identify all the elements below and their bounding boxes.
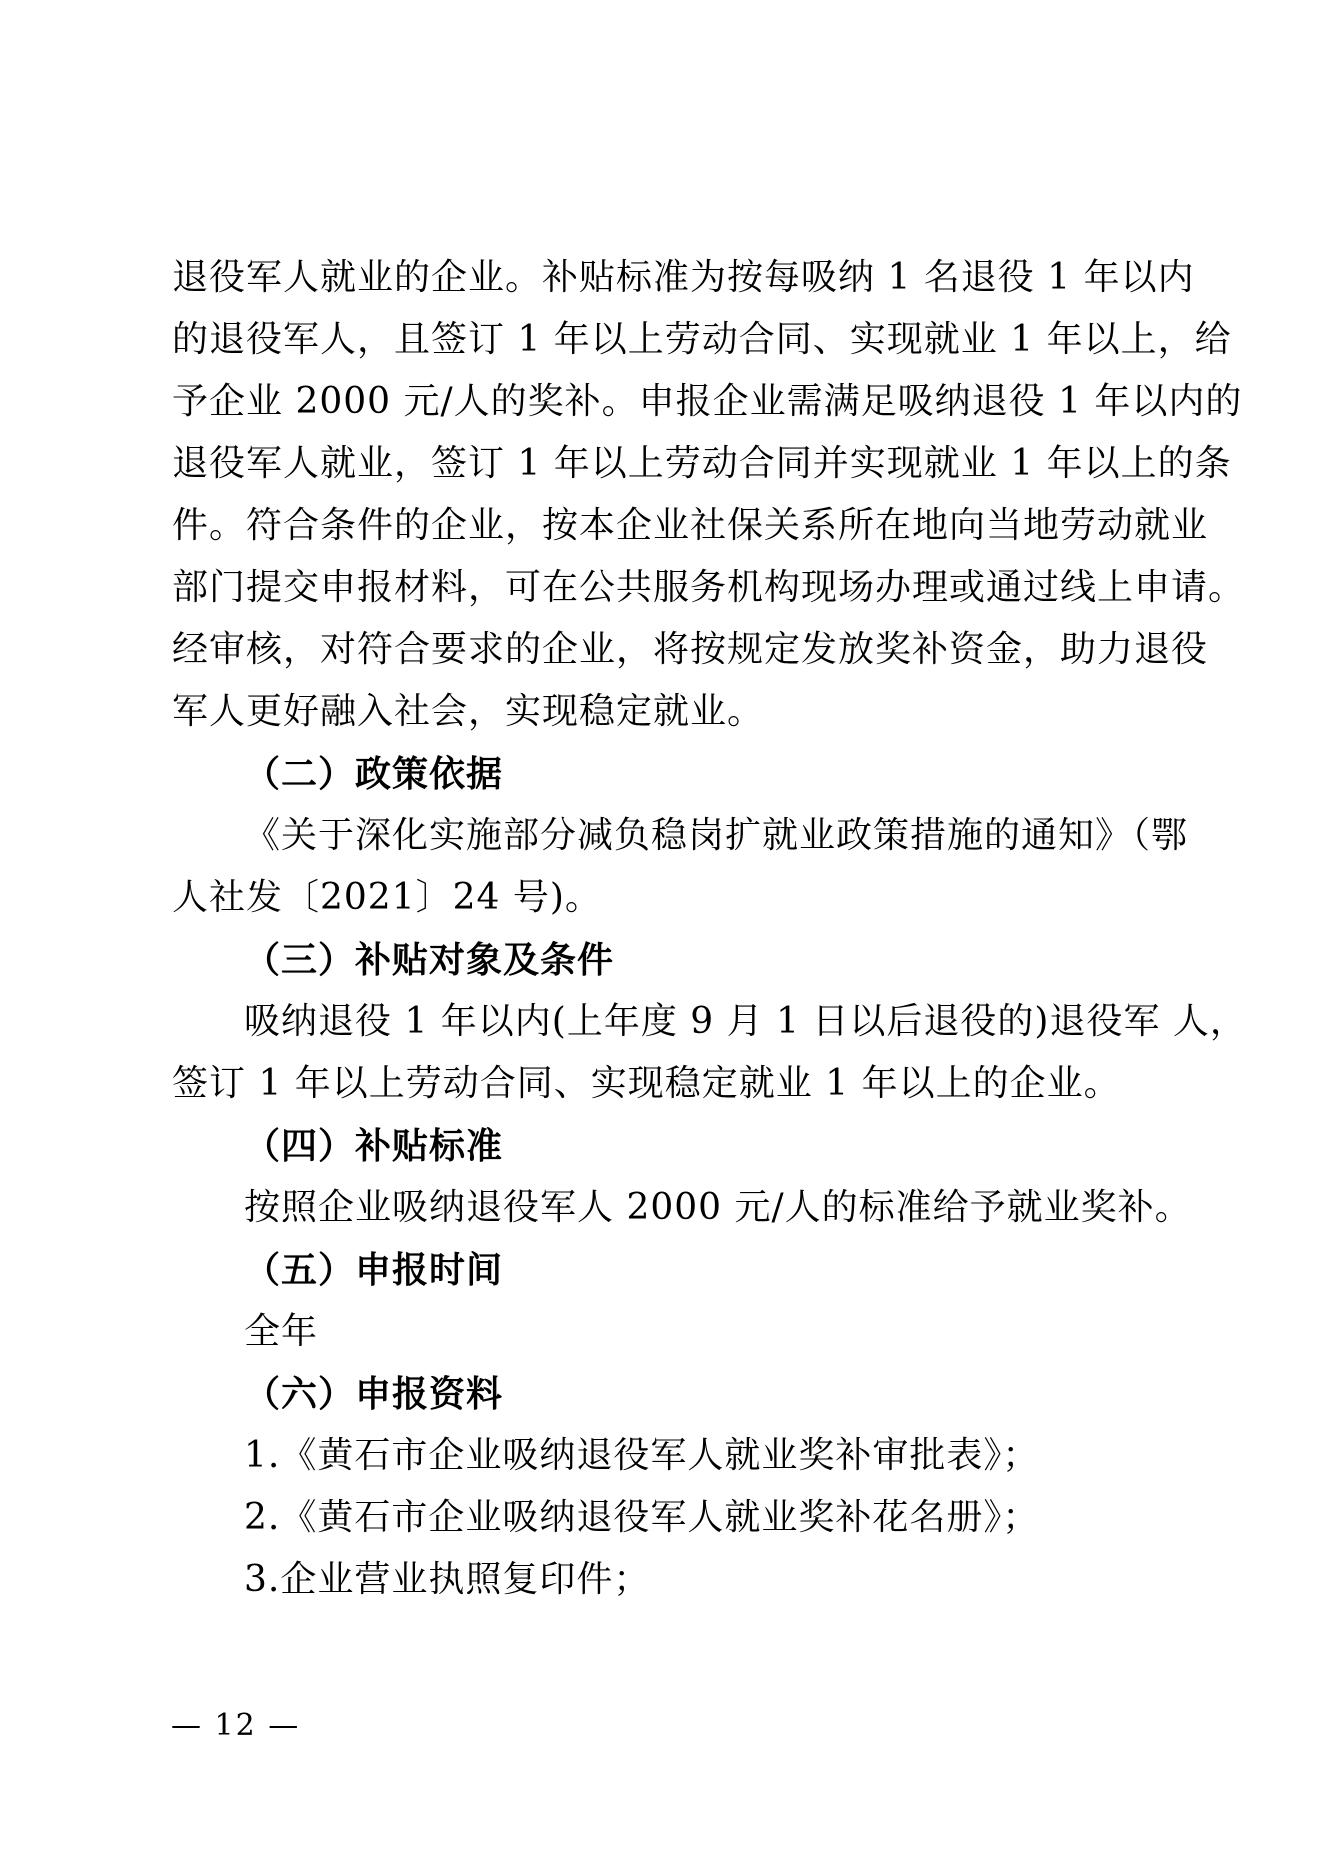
text-line: 予企业 2000 元/人的奖补。申报企业需满足吸纳退役 1 年以内的	[172, 381, 1243, 422]
document-body	[172, 247, 1247, 1611]
text-line: 人社发〔2021〕24 号)。	[172, 877, 602, 918]
text-line: 的退役军人，且签订 1 年以上劳动合同、实现就业 1 年以上，给	[172, 319, 1232, 360]
text-line: 件。符合条件的企业，按本企业社保关系所在地向当地劳动就业	[172, 505, 1209, 546]
list-item-2: 2.《黄石市企业吸纳退役军人就业奖补花名册》；	[244, 1497, 1040, 1538]
section-heading-6: （六）申报资料	[244, 1373, 504, 1415]
section-heading-3: （三）补贴对象及条件	[244, 939, 615, 981]
list-item-1: 1.《黄石市企业吸纳退役军人就业奖补审批表》；	[244, 1435, 1040, 1476]
text-line: 全年	[244, 1311, 319, 1352]
text-line: 吸纳退役 1 年以内(上年度 9 月 1 日以后退役的)退役军 人，	[244, 1001, 1247, 1042]
text-line: 经审核，对符合要求的企业，将按规定发放奖补资金，助力退役	[172, 629, 1209, 670]
list-item-3: 3.企业营业执照复印件；	[244, 1559, 651, 1600]
text-line: 签订 1 年以上劳动合同、实现稳定就业 1 年以上的企业。	[172, 1063, 1121, 1104]
section-heading-5: （五）申报时间	[244, 1249, 504, 1291]
section-heading-4: （四）补贴标准	[244, 1125, 504, 1167]
text-line: 按照企业吸纳退役军人 2000 元/人的标准给予就业奖补。	[244, 1187, 1192, 1228]
text-line: 部门提交申报材料，可在公共服务机构现场办理或通过线上申请。	[172, 567, 1246, 608]
text-line: 退役军人就业，签订 1 年以上劳动合同并实现就业 1 年以上的条	[172, 443, 1232, 484]
text-line: 《关于深化实施部分减负稳岗扩就业政策措施的通知》（鄂	[244, 815, 1189, 856]
text-line: 退役军人就业的企业。补贴标准为按每吸纳 1 名退役 1 年以内	[172, 257, 1195, 298]
section-heading-2: （二）政策依据	[244, 753, 504, 795]
page-number: — 12 —	[171, 1708, 301, 1743]
text-line: 军人更好融入社会，实现稳定就业。	[172, 691, 765, 732]
